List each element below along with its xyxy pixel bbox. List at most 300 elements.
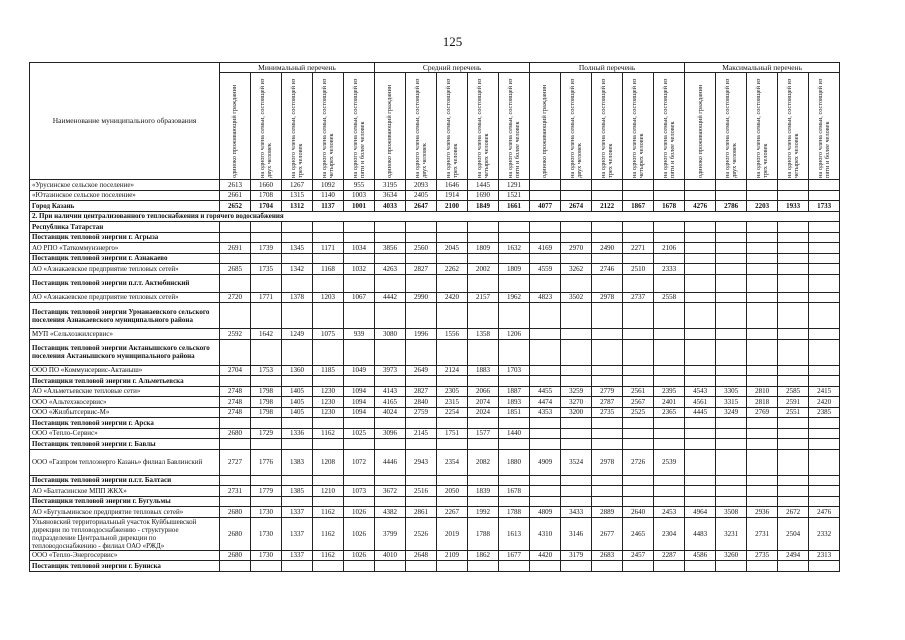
value-cell [623,439,654,450]
value-cell [375,496,406,507]
value-cell: 1383 [282,449,313,475]
value-cell [251,439,282,450]
value-cell [437,418,468,429]
value-cell [778,329,809,340]
header-subcol [685,73,716,180]
value-cell [375,475,406,486]
value-cell [468,222,499,233]
value-cell: 1337 [282,507,313,518]
value-cell: 2516 [406,486,437,497]
value-cell: 2494 [778,550,809,561]
value-cell: 4909 [530,449,561,475]
page-number: 125 [442,34,463,49]
value-cell [716,561,747,572]
value-cell [685,496,716,507]
value-cell: 2315 [437,397,468,408]
value-cell [809,339,840,365]
value-cell [747,253,778,264]
value-cell: 3973 [375,365,406,376]
value-cell [468,376,499,387]
value-cell: 2978 [592,449,623,475]
value-cell: 2157 [468,292,499,303]
value-cell [778,339,809,365]
value-cell [716,365,747,376]
value-cell: 1336 [282,428,313,439]
value-cell: 1337 [282,517,313,550]
value-cell: 2731 [747,517,778,550]
value-cell: 2093 [406,180,437,191]
value-cell: 2332 [809,517,840,550]
value-cell [654,180,685,191]
value-cell: 1730 [251,507,282,518]
value-cell [623,365,654,376]
value-cell [809,232,840,243]
value-cell [747,190,778,201]
value-cell [530,190,561,201]
value-cell: 2613 [220,180,251,191]
value-cell [685,253,716,264]
value-cell: 1992 [468,507,499,518]
value-cell [716,329,747,340]
header-subcol [592,73,623,180]
value-cell: 2727 [220,449,251,475]
value-cell [344,222,375,233]
value-cell [623,274,654,292]
value-cell [375,232,406,243]
header-subcol-label: на одного члена семьи, состоящей из четырех человек [475,78,491,178]
value-cell [220,496,251,507]
header-subcol [282,73,313,180]
value-cell [220,303,251,329]
value-cell [654,232,685,243]
value-cell [344,376,375,387]
value-cell [282,274,313,292]
value-cell: 2420 [809,397,840,408]
value-cell: 4483 [685,517,716,550]
value-cell [499,418,530,429]
value-cell: 2680 [220,517,251,550]
value-cell [220,475,251,486]
value-cell: 2827 [406,264,437,275]
value-cell [344,496,375,507]
value-cell: 1230 [313,386,344,397]
value-cell [592,274,623,292]
table-row [30,550,840,561]
value-cell [592,439,623,450]
value-cell: 2287 [654,550,685,561]
value-cell: 3259 [561,386,592,397]
value-cell [809,449,840,475]
value-cell [499,303,530,329]
value-cell: 4169 [530,243,561,254]
header-subcol [220,73,251,180]
section-label: Поставщик тепловой энергии Урманаевского сельского поселения Азнакаевского муниципального района [30,303,220,329]
value-cell [716,475,747,486]
value-cell: 4442 [375,292,406,303]
value-cell: 3179 [561,550,592,561]
value-cell: 4543 [685,386,716,397]
value-cell [344,561,375,572]
value-cell [685,329,716,340]
header-subcol-label: на одного члена семьи, состоящей из пяти и более человек [661,78,677,178]
section-row [30,496,840,507]
value-cell: 1026 [344,550,375,561]
section-row [30,211,840,222]
value-cell: 1440 [499,428,530,439]
section-row [30,439,840,450]
section-label: 2. При наличии централизованного теплоснабжения и горячего водоснабжения [30,211,840,222]
section-row [30,232,840,243]
section-label: Поставщик тепловой энергии г. Арска [30,418,220,429]
value-cell: 2810 [747,386,778,397]
value-cell [375,439,406,450]
value-cell [716,439,747,450]
section-label: Поставщик тепловой энергии г. Бавлы [30,439,220,450]
value-cell: 2082 [468,449,499,475]
value-cell [375,253,406,264]
value-cell [313,561,344,572]
value-cell: 2720 [220,292,251,303]
value-cell [592,418,623,429]
value-cell [561,475,592,486]
value-cell [592,180,623,191]
value-cell: 2561 [623,386,654,397]
value-cell: 1730 [251,517,282,550]
value-cell [778,418,809,429]
value-cell: 1162 [313,507,344,518]
value-cell: 1678 [499,486,530,497]
section-label: Город Казань [30,201,220,212]
value-cell: 2731 [220,486,251,497]
value-cell [375,376,406,387]
value-cell: 2539 [654,449,685,475]
row-label: МУП «Сельхозжилсервис» [30,329,220,340]
value-cell: 2680 [220,507,251,518]
value-cell [592,475,623,486]
value-cell [623,329,654,340]
value-cell: 1839 [468,486,499,497]
value-cell: 2652 [220,201,251,212]
value-cell: 3502 [561,292,592,303]
value-cell: 1703 [499,365,530,376]
value-cell [592,253,623,264]
value-cell: 1094 [344,397,375,408]
value-cell [747,439,778,450]
value-cell: 1001 [344,201,375,212]
value-cell [685,561,716,572]
value-cell [716,253,747,264]
row-label: АО «Балтасинское МПП ЖКХ» [30,486,220,497]
value-cell: 2592 [220,329,251,340]
value-cell: 3634 [375,190,406,201]
value-cell [623,232,654,243]
value-cell: 1708 [251,190,282,201]
value-cell: 2145 [406,428,437,439]
value-cell [778,561,809,572]
value-cell: 2457 [623,550,654,561]
value-cell: 2415 [809,386,840,397]
value-cell [251,253,282,264]
value-cell: 2203 [747,201,778,212]
table-row [30,365,840,376]
value-cell [561,496,592,507]
value-cell: 3508 [716,507,747,518]
value-cell [623,418,654,429]
value-cell: 2748 [220,397,251,408]
value-cell: 2683 [592,550,623,561]
header-subcol-label: на одного члена семьи, состоящей из четырех человек [785,78,801,178]
value-cell [561,222,592,233]
value-cell [251,475,282,486]
value-cell [437,232,468,243]
value-cell [313,222,344,233]
value-cell [809,253,840,264]
value-cell: 2990 [406,292,437,303]
value-cell [530,222,561,233]
value-cell [716,264,747,275]
value-cell: 3200 [561,407,592,418]
value-cell [685,418,716,429]
value-cell [747,329,778,340]
value-cell [716,190,747,201]
value-cell: 4276 [685,201,716,212]
value-cell: 2640 [623,507,654,518]
value-cell: 4353 [530,407,561,418]
value-cell [251,376,282,387]
value-cell [313,253,344,264]
value-cell [530,253,561,264]
value-cell: 2970 [561,243,592,254]
value-cell [251,274,282,292]
value-cell: 2748 [220,407,251,418]
value-cell [561,180,592,191]
value-cell: 1809 [468,243,499,254]
value-cell: 1067 [344,292,375,303]
value-cell: 2787 [592,397,623,408]
header-subcol [716,73,747,180]
value-cell: 1075 [313,329,344,340]
value-cell [468,274,499,292]
value-cell: 1405 [282,386,313,397]
value-cell: 1315 [282,190,313,201]
value-cell: 1779 [251,486,282,497]
value-cell [375,339,406,365]
value-cell: 1003 [344,190,375,201]
value-cell [747,496,778,507]
value-cell [778,376,809,387]
value-cell [747,428,778,439]
row-label: Ульяновский территориальный участок Куйбышевской дирекции по тепловодоснабжению - структурное подразделение Центральной дирекции по тепловодоснабжению - филиал ОАО «РЖД» [30,517,220,550]
table-row [30,428,840,439]
value-cell: 1678 [654,201,685,212]
value-cell: 1210 [313,486,344,497]
value-cell [778,264,809,275]
value-cell [685,428,716,439]
section-row [30,475,840,486]
value-cell [406,475,437,486]
value-cell [406,274,437,292]
value-cell: 4010 [375,550,406,561]
value-cell [251,222,282,233]
value-cell: 1751 [437,428,468,439]
value-cell [778,253,809,264]
header-subcol [530,73,561,180]
value-cell: 2385 [809,407,840,418]
value-cell: 2677 [592,517,623,550]
section-label: Поставщик тепловой энергии г. Агрыза [30,232,220,243]
value-cell [809,496,840,507]
value-cell: 2045 [437,243,468,254]
value-cell [685,264,716,275]
header-subcol-label: на одного члена семьи, состоящей из трех человек [444,78,460,178]
value-cell: 1405 [282,407,313,418]
value-cell: 2271 [623,243,654,254]
value-cell [344,339,375,365]
value-cell: 4559 [530,264,561,275]
value-cell: 1073 [344,486,375,497]
value-cell: 3080 [375,329,406,340]
value-cell [716,222,747,233]
value-cell: 1342 [282,264,313,275]
value-cell [251,339,282,365]
value-cell [747,243,778,254]
value-cell [747,264,778,275]
value-cell: 2560 [406,243,437,254]
value-cell: 1185 [313,365,344,376]
value-cell [437,339,468,365]
value-cell: 2124 [437,365,468,376]
value-cell [747,180,778,191]
value-cell: 4077 [530,201,561,212]
value-cell: 2567 [623,397,654,408]
value-cell: 2305 [437,386,468,397]
value-cell: 1788 [468,517,499,550]
value-cell [344,439,375,450]
value-cell [313,274,344,292]
value-cell [747,449,778,475]
value-cell [282,253,313,264]
value-cell [654,376,685,387]
value-cell: 1203 [313,292,344,303]
value-cell [685,180,716,191]
header-subcol [778,73,809,180]
value-cell [282,376,313,387]
header-group-row [30,63,840,73]
value-cell [716,428,747,439]
value-cell [747,232,778,243]
value-cell [809,222,840,233]
header-subcol-label: на одного члена семьи, состоящей из двух человек [413,78,429,178]
value-cell [344,274,375,292]
header-subcol-label: на одного члена семьи, состоящей из двух человек [568,78,584,178]
value-cell [716,303,747,329]
row-label: АО «Альметьевские тепловые сети» [30,386,220,397]
value-cell: 2453 [654,507,685,518]
value-cell: 1312 [282,201,313,212]
value-cell [778,180,809,191]
value-cell [592,428,623,439]
value-cell [747,486,778,497]
value-cell: 1914 [437,190,468,201]
header-subcol [809,73,840,180]
header-subcol [623,73,654,180]
header-subcol-label: одиноко проживающий гражданин [231,84,239,178]
header-group-avg: Средний перечень [375,63,530,73]
value-cell [654,253,685,264]
value-cell: 2735 [592,407,623,418]
value-cell [716,486,747,497]
value-cell: 1809 [499,264,530,275]
value-cell [809,329,840,340]
table-row [30,517,840,550]
table-row [30,180,840,191]
value-cell: 1798 [251,386,282,397]
value-cell [406,496,437,507]
value-cell: 1887 [499,386,530,397]
value-cell: 2304 [654,517,685,550]
value-cell: 1208 [313,449,344,475]
value-cell [499,274,530,292]
value-cell [809,292,840,303]
value-cell: 2691 [220,243,251,254]
value-cell [282,496,313,507]
value-cell [778,439,809,450]
value-cell: 1162 [313,550,344,561]
table-row [30,243,840,254]
value-cell: 2254 [437,407,468,418]
value-cell: 1032 [344,264,375,275]
value-cell [654,339,685,365]
value-cell [716,232,747,243]
value-cell [375,418,406,429]
section-row [30,561,840,572]
header-subcol-label: одиноко проживающий гражданин [696,84,704,178]
table-row [30,386,840,397]
value-cell: 2840 [406,397,437,408]
value-cell: 1162 [313,517,344,550]
value-cell [778,232,809,243]
value-cell: 2648 [406,550,437,561]
value-cell: 2526 [406,517,437,550]
value-cell: 2333 [654,264,685,275]
value-cell [685,475,716,486]
value-cell: 1851 [499,407,530,418]
header-subcol [468,73,499,180]
value-cell [716,274,747,292]
value-cell: 2525 [623,407,654,418]
header-subcol-label: на одного члена семьи, состоящей из двух человек [258,78,273,178]
value-cell: 1862 [468,550,499,561]
value-cell: 2786 [716,201,747,212]
value-cell: 4446 [375,449,406,475]
value-cell: 2818 [747,397,778,408]
value-cell [313,475,344,486]
value-cell [468,418,499,429]
value-cell [220,418,251,429]
value-cell: 1788 [499,507,530,518]
section-row [30,303,840,329]
value-cell [685,292,716,303]
value-cell [468,339,499,365]
value-cell: 2748 [220,386,251,397]
header-subcol-label: одиноко проживающий гражданин [386,84,394,178]
row-label: ООО «Тепло-Энергосервис» [30,550,220,561]
value-cell [561,486,592,497]
value-cell [561,428,592,439]
value-cell: 2726 [623,449,654,475]
header-subcol-label: на одного члена семьи, состоящей из четырех человек [320,78,335,178]
value-cell: 1577 [468,428,499,439]
